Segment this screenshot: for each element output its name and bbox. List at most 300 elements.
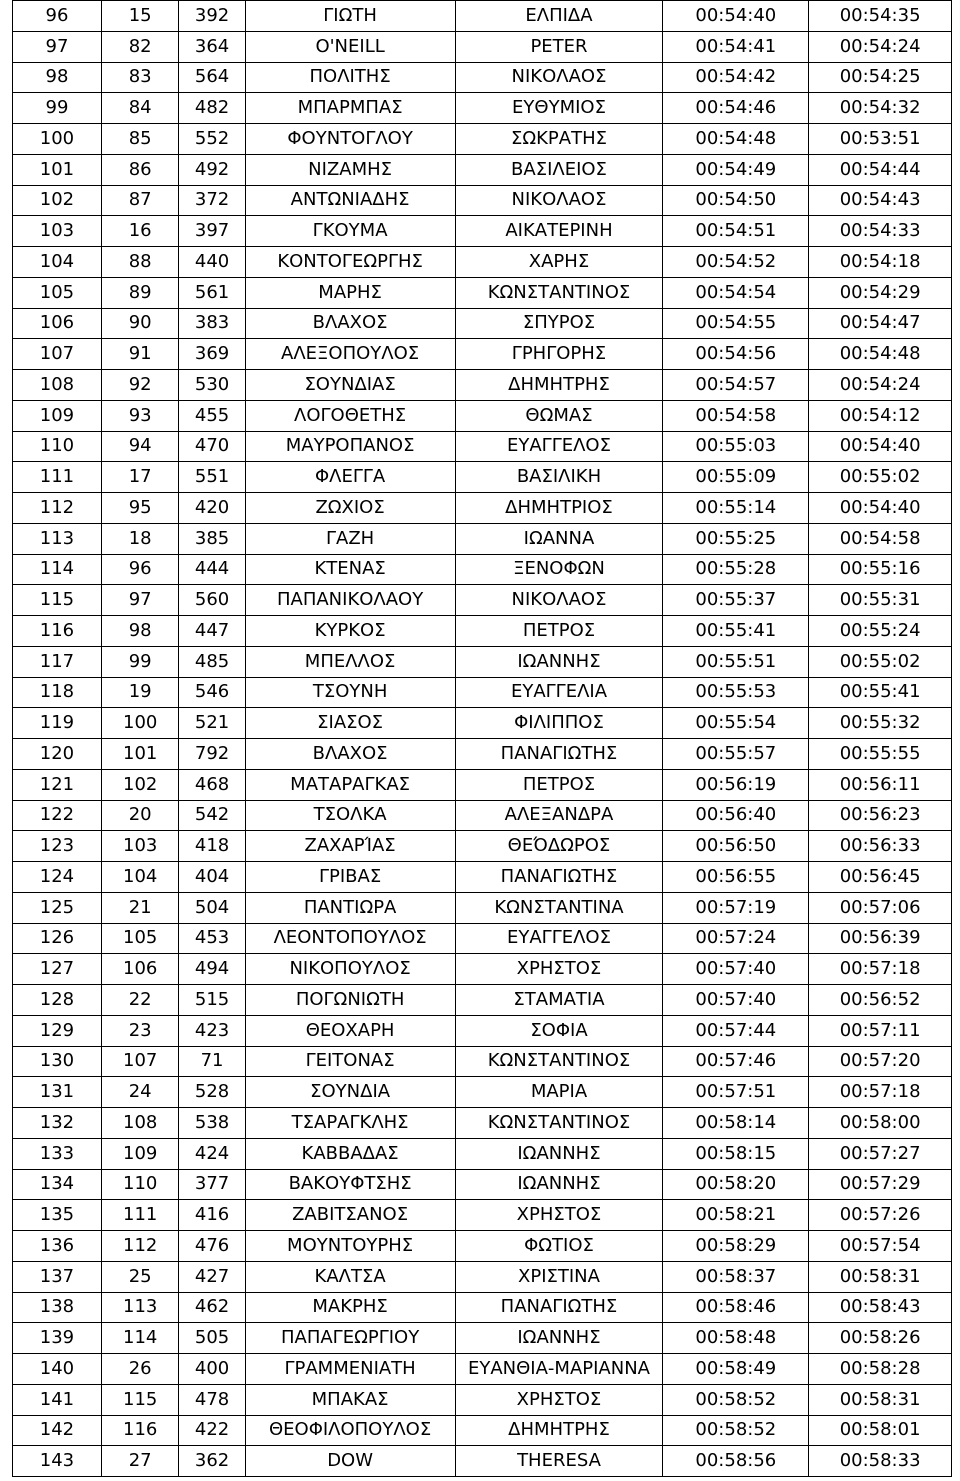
net-time-cell: 00:58:00 xyxy=(809,1108,952,1139)
bib-number-cell: 462 xyxy=(179,1292,245,1323)
first-name-cell: ΧΡΙΣΤΙΝΑ xyxy=(455,1261,663,1292)
table-row xyxy=(13,769,952,800)
surname-cell: ΣΟΥΝΔΙΑ xyxy=(245,1077,455,1108)
first-name-cell: ΙΩΑΝΝΗΣ xyxy=(455,1169,663,1200)
first-name-cell: THERESA xyxy=(455,1446,663,1477)
surname-cell: ΤΣΑΡΑΓΚΛΗΣ xyxy=(245,1108,455,1139)
gun-time-cell: 00:58:37 xyxy=(663,1261,809,1292)
table-row xyxy=(13,1323,952,1354)
table-row xyxy=(13,1200,952,1231)
table-row xyxy=(13,831,952,862)
overall-rank-cell: 124 xyxy=(13,862,102,893)
overall-rank-cell: 99 xyxy=(13,93,102,124)
surname-cell: ΦΟΥΝΤΟΓΛΟΥ xyxy=(245,124,455,155)
category-rank-cell: 27 xyxy=(101,1446,179,1477)
category-rank-cell: 24 xyxy=(101,1077,179,1108)
overall-rank-cell: 140 xyxy=(13,1354,102,1385)
gun-time-cell: 00:54:41 xyxy=(663,31,809,62)
net-time-cell: 00:58:01 xyxy=(809,1415,952,1446)
gun-time-cell: 00:58:52 xyxy=(663,1384,809,1415)
first-name-cell: ΣΟΦΙΑ xyxy=(455,1015,663,1046)
category-rank-cell: 114 xyxy=(101,1323,179,1354)
table-row xyxy=(13,62,952,93)
bib-number-cell: 369 xyxy=(179,339,245,370)
bib-number-cell: 362 xyxy=(179,1446,245,1477)
first-name-cell: ΝΙΚΟΛΑΟΣ xyxy=(455,185,663,216)
category-rank-cell: 115 xyxy=(101,1384,179,1415)
gun-time-cell: 00:57:44 xyxy=(663,1015,809,1046)
category-rank-cell: 23 xyxy=(101,1015,179,1046)
surname-cell: ΚΟΝΤΟΓΕΩΡΓΗΣ xyxy=(245,247,455,278)
gun-time-cell: 00:56:19 xyxy=(663,769,809,800)
category-rank-cell: 100 xyxy=(101,708,179,739)
net-time-cell: 00:54:24 xyxy=(809,370,952,401)
category-rank-cell: 112 xyxy=(101,1231,179,1262)
first-name-cell: ΞΕΝΟΦΩΝ xyxy=(455,554,663,585)
net-time-cell: 00:56:52 xyxy=(809,985,952,1016)
surname-cell: DOW xyxy=(245,1446,455,1477)
category-rank-cell: 111 xyxy=(101,1200,179,1231)
table-row xyxy=(13,1261,952,1292)
surname-cell: ΓΕΙΤΟΝΑΣ xyxy=(245,1046,455,1077)
gun-time-cell: 00:55:54 xyxy=(663,708,809,739)
table-row xyxy=(13,739,952,770)
first-name-cell: ΚΩΝΣΤΑΝΤΙΝΟΣ xyxy=(455,1046,663,1077)
table-row xyxy=(13,1169,952,1200)
first-name-cell: ΕΥΑΓΓΕΛΟΣ xyxy=(455,431,663,462)
table-row xyxy=(13,923,952,954)
category-rank-cell: 101 xyxy=(101,739,179,770)
category-rank-cell: 94 xyxy=(101,431,179,462)
category-rank-cell: 96 xyxy=(101,554,179,585)
net-time-cell: 00:55:16 xyxy=(809,554,952,585)
net-time-cell: 00:55:55 xyxy=(809,739,952,770)
bib-number-cell: 552 xyxy=(179,124,245,155)
category-rank-cell: 110 xyxy=(101,1169,179,1200)
bib-number-cell: 392 xyxy=(179,1,245,32)
category-rank-cell: 19 xyxy=(101,677,179,708)
table-row xyxy=(13,370,952,401)
net-time-cell: 00:54:40 xyxy=(809,493,952,524)
category-rank-cell: 109 xyxy=(101,1138,179,1169)
first-name-cell: ΑΛΕΞΑΝΔΡΑ xyxy=(455,800,663,831)
overall-rank-cell: 132 xyxy=(13,1108,102,1139)
gun-time-cell: 00:57:51 xyxy=(663,1077,809,1108)
surname-cell: ΒΑΚΟΥΦΤΣΗΣ xyxy=(245,1169,455,1200)
first-name-cell: ΠΕΤΡΟΣ xyxy=(455,769,663,800)
overall-rank-cell: 142 xyxy=(13,1415,102,1446)
first-name-cell: ΣΩΚΡΑΤΗΣ xyxy=(455,124,663,155)
table-row xyxy=(13,800,952,831)
category-rank-cell: 106 xyxy=(101,954,179,985)
first-name-cell: ΠΑΝΑΓΙΩΤΗΣ xyxy=(455,1292,663,1323)
overall-rank-cell: 115 xyxy=(13,585,102,616)
bib-number-cell: 561 xyxy=(179,277,245,308)
net-time-cell: 00:54:33 xyxy=(809,216,952,247)
table-row xyxy=(13,1108,952,1139)
category-rank-cell: 95 xyxy=(101,493,179,524)
first-name-cell: ΑΙΚΑΤΕΡΙΝΗ xyxy=(455,216,663,247)
category-rank-cell: 105 xyxy=(101,923,179,954)
net-time-cell: 00:55:02 xyxy=(809,646,952,677)
surname-cell: ΓΡΑΜΜΕΝΙΑΤΗ xyxy=(245,1354,455,1385)
surname-cell: ΛΕΟΝΤΟΠΟΥΛΟΣ xyxy=(245,923,455,954)
gun-time-cell: 00:55:14 xyxy=(663,493,809,524)
surname-cell: ΒΛΑΧΟΣ xyxy=(245,308,455,339)
bib-number-cell: 538 xyxy=(179,1108,245,1139)
category-rank-cell: 26 xyxy=(101,1354,179,1385)
bib-number-cell: 551 xyxy=(179,462,245,493)
overall-rank-cell: 117 xyxy=(13,646,102,677)
net-time-cell: 00:58:43 xyxy=(809,1292,952,1323)
gun-time-cell: 00:57:40 xyxy=(663,954,809,985)
bib-number-cell: 423 xyxy=(179,1015,245,1046)
first-name-cell: ΜΑΡΙΑ xyxy=(455,1077,663,1108)
bib-number-cell: 468 xyxy=(179,769,245,800)
table-row xyxy=(13,523,952,554)
bib-number-cell: 492 xyxy=(179,154,245,185)
table-row xyxy=(13,1354,952,1385)
gun-time-cell: 00:54:49 xyxy=(663,154,809,185)
overall-rank-cell: 112 xyxy=(13,493,102,524)
surname-cell: ΣΟΥΝΔΙΑΣ xyxy=(245,370,455,401)
first-name-cell: ΕΥΑΓΓΕΛΙΑ xyxy=(455,677,663,708)
gun-time-cell: 00:54:51 xyxy=(663,216,809,247)
bib-number-cell: 482 xyxy=(179,93,245,124)
first-name-cell: ΦΙΛΙΠΠΟΣ xyxy=(455,708,663,739)
overall-rank-cell: 101 xyxy=(13,154,102,185)
surname-cell: ΜΑΥΡΟΠΑΝΟΣ xyxy=(245,431,455,462)
surname-cell: ΦΛΕΓΓΑ xyxy=(245,462,455,493)
table-row xyxy=(13,1,952,32)
bib-number-cell: 485 xyxy=(179,646,245,677)
overall-rank-cell: 104 xyxy=(13,247,102,278)
category-rank-cell: 17 xyxy=(101,462,179,493)
surname-cell: ΝΙΖΑΜΗΣ xyxy=(245,154,455,185)
category-rank-cell: 88 xyxy=(101,247,179,278)
table-row xyxy=(13,247,952,278)
table-row xyxy=(13,1384,952,1415)
net-time-cell: 00:54:24 xyxy=(809,31,952,62)
first-name-cell: ΘΩΜΑΣ xyxy=(455,400,663,431)
gun-time-cell: 00:57:19 xyxy=(663,892,809,923)
category-rank-cell: 99 xyxy=(101,646,179,677)
first-name-cell: ΔΗΜΗΤΡΗΣ xyxy=(455,1415,663,1446)
surname-cell: ΠΑΝΤΙΩΡΑ xyxy=(245,892,455,923)
overall-rank-cell: 108 xyxy=(13,370,102,401)
first-name-cell: ΙΩΑΝΝΑ xyxy=(455,523,663,554)
overall-rank-cell: 110 xyxy=(13,431,102,462)
net-time-cell: 00:57:11 xyxy=(809,1015,952,1046)
category-rank-cell: 84 xyxy=(101,93,179,124)
gun-time-cell: 00:58:15 xyxy=(663,1138,809,1169)
table-row xyxy=(13,892,952,923)
surname-cell: ΣΙΑΣΟΣ xyxy=(245,708,455,739)
gun-time-cell: 00:54:46 xyxy=(663,93,809,124)
category-rank-cell: 89 xyxy=(101,277,179,308)
table-row xyxy=(13,954,952,985)
gun-time-cell: 00:56:50 xyxy=(663,831,809,862)
category-rank-cell: 21 xyxy=(101,892,179,923)
net-time-cell: 00:54:43 xyxy=(809,185,952,216)
surname-cell: ΑΝΤΩΝΙΑΔΗΣ xyxy=(245,185,455,216)
table-row xyxy=(13,31,952,62)
table-row xyxy=(13,431,952,462)
category-rank-cell: 16 xyxy=(101,216,179,247)
surname-cell: ΠΟΛΙΤΗΣ xyxy=(245,62,455,93)
first-name-cell: ΠΑΝΑΓΙΩΤΗΣ xyxy=(455,739,663,770)
bib-number-cell: 530 xyxy=(179,370,245,401)
category-rank-cell: 113 xyxy=(101,1292,179,1323)
category-rank-cell: 90 xyxy=(101,308,179,339)
first-name-cell: ΔΗΜΗΤΡΙΟΣ xyxy=(455,493,663,524)
net-time-cell: 00:54:25 xyxy=(809,62,952,93)
first-name-cell: ΣΤΑΜΑΤΙΑ xyxy=(455,985,663,1016)
net-time-cell: 00:54:47 xyxy=(809,308,952,339)
gun-time-cell: 00:58:49 xyxy=(663,1354,809,1385)
first-name-cell: ΙΩΑΝΝΗΣ xyxy=(455,646,663,677)
net-time-cell: 00:54:18 xyxy=(809,247,952,278)
surname-cell: ΜΠΑΚΑΣ xyxy=(245,1384,455,1415)
gun-time-cell: 00:55:28 xyxy=(663,554,809,585)
net-time-cell: 00:56:39 xyxy=(809,923,952,954)
bib-number-cell: 470 xyxy=(179,431,245,462)
bib-number-cell: 71 xyxy=(179,1046,245,1077)
bib-number-cell: 528 xyxy=(179,1077,245,1108)
surname-cell: ΖΑΧΑΡΊΑΣ xyxy=(245,831,455,862)
surname-cell: ΑΛΕΞΟΠΟΥΛΟΣ xyxy=(245,339,455,370)
table-row xyxy=(13,154,952,185)
overall-rank-cell: 135 xyxy=(13,1200,102,1231)
net-time-cell: 00:56:11 xyxy=(809,769,952,800)
bib-number-cell: 494 xyxy=(179,954,245,985)
first-name-cell: ΝΙΚΟΛΑΟΣ xyxy=(455,62,663,93)
gun-time-cell: 00:55:57 xyxy=(663,739,809,770)
table-row xyxy=(13,677,952,708)
net-time-cell: 00:54:44 xyxy=(809,154,952,185)
first-name-cell: ΕΛΠΙΔΑ xyxy=(455,1,663,32)
gun-time-cell: 00:55:25 xyxy=(663,523,809,554)
first-name-cell: ΙΩΑΝΝΗΣ xyxy=(455,1323,663,1354)
table-row xyxy=(13,124,952,155)
bib-number-cell: 542 xyxy=(179,800,245,831)
gun-time-cell: 00:54:55 xyxy=(663,308,809,339)
surname-cell: ΠΟΓΩΝΙΩΤΗ xyxy=(245,985,455,1016)
first-name-cell: ΕΥΘΥΜΙΟΣ xyxy=(455,93,663,124)
net-time-cell: 00:55:02 xyxy=(809,462,952,493)
overall-rank-cell: 138 xyxy=(13,1292,102,1323)
overall-rank-cell: 134 xyxy=(13,1169,102,1200)
net-time-cell: 00:58:33 xyxy=(809,1446,952,1477)
category-rank-cell: 104 xyxy=(101,862,179,893)
gun-time-cell: 00:54:54 xyxy=(663,277,809,308)
bib-number-cell: 364 xyxy=(179,31,245,62)
first-name-cell: ΣΠΥΡΟΣ xyxy=(455,308,663,339)
category-rank-cell: 20 xyxy=(101,800,179,831)
category-rank-cell: 83 xyxy=(101,62,179,93)
category-rank-cell: 87 xyxy=(101,185,179,216)
overall-rank-cell: 106 xyxy=(13,308,102,339)
surname-cell: ΚΥΡΚΟΣ xyxy=(245,616,455,647)
overall-rank-cell: 136 xyxy=(13,1231,102,1262)
gun-time-cell: 00:55:09 xyxy=(663,462,809,493)
bib-number-cell: 476 xyxy=(179,1231,245,1262)
bib-number-cell: 372 xyxy=(179,185,245,216)
table-row xyxy=(13,493,952,524)
surname-cell: ΤΣΟΥΝΗ xyxy=(245,677,455,708)
overall-rank-cell: 107 xyxy=(13,339,102,370)
bib-number-cell: 504 xyxy=(179,892,245,923)
category-rank-cell: 15 xyxy=(101,1,179,32)
overall-rank-cell: 122 xyxy=(13,800,102,831)
table-row xyxy=(13,554,952,585)
overall-rank-cell: 103 xyxy=(13,216,102,247)
surname-cell: ΜΠΑΡΜΠΑΣ xyxy=(245,93,455,124)
first-name-cell: ΓΡΗΓΟΡΗΣ xyxy=(455,339,663,370)
surname-cell: ΜΟΥΝΤΟΥΡΗΣ xyxy=(245,1231,455,1262)
table-row xyxy=(13,1138,952,1169)
category-rank-cell: 108 xyxy=(101,1108,179,1139)
net-time-cell: 00:57:29 xyxy=(809,1169,952,1200)
net-time-cell: 00:57:06 xyxy=(809,892,952,923)
category-rank-cell: 103 xyxy=(101,831,179,862)
surname-cell: ΓΙΩΤΗ xyxy=(245,1,455,32)
table-row xyxy=(13,1446,952,1477)
first-name-cell: ΧΡΗΣΤΟΣ xyxy=(455,954,663,985)
overall-rank-cell: 97 xyxy=(13,31,102,62)
overall-rank-cell: 139 xyxy=(13,1323,102,1354)
net-time-cell: 00:54:12 xyxy=(809,400,952,431)
net-time-cell: 00:58:31 xyxy=(809,1261,952,1292)
gun-time-cell: 00:55:37 xyxy=(663,585,809,616)
bib-number-cell: 440 xyxy=(179,247,245,278)
bib-number-cell: 416 xyxy=(179,1200,245,1231)
first-name-cell: ΘΕΌΔΩΡΟΣ xyxy=(455,831,663,862)
first-name-cell: ΔΗΜΗΤΡΗΣ xyxy=(455,370,663,401)
bib-number-cell: 420 xyxy=(179,493,245,524)
gun-time-cell: 00:55:51 xyxy=(663,646,809,677)
overall-rank-cell: 114 xyxy=(13,554,102,585)
gun-time-cell: 00:54:56 xyxy=(663,339,809,370)
net-time-cell: 00:57:27 xyxy=(809,1138,952,1169)
table-row xyxy=(13,1415,952,1446)
gun-time-cell: 00:58:46 xyxy=(663,1292,809,1323)
bib-number-cell: 560 xyxy=(179,585,245,616)
first-name-cell: ΒΑΣΙΛΕΙΟΣ xyxy=(455,154,663,185)
overall-rank-cell: 128 xyxy=(13,985,102,1016)
net-time-cell: 00:57:20 xyxy=(809,1046,952,1077)
bib-number-cell: 455 xyxy=(179,400,245,431)
table-row xyxy=(13,646,952,677)
table-row xyxy=(13,1077,952,1108)
overall-rank-cell: 121 xyxy=(13,769,102,800)
net-time-cell: 00:53:51 xyxy=(809,124,952,155)
net-time-cell: 00:56:45 xyxy=(809,862,952,893)
gun-time-cell: 00:58:52 xyxy=(663,1415,809,1446)
table-row xyxy=(13,185,952,216)
table-row xyxy=(13,1231,952,1262)
table-row xyxy=(13,462,952,493)
first-name-cell: ΚΩΝΣΤΑΝΤΙΝΟΣ xyxy=(455,1108,663,1139)
gun-time-cell: 00:55:53 xyxy=(663,677,809,708)
net-time-cell: 00:54:35 xyxy=(809,1,952,32)
surname-cell: ΓΑΖΗ xyxy=(245,523,455,554)
net-time-cell: 00:58:26 xyxy=(809,1323,952,1354)
category-rank-cell: 85 xyxy=(101,124,179,155)
table-row xyxy=(13,585,952,616)
net-time-cell: 00:57:18 xyxy=(809,1077,952,1108)
net-time-cell: 00:55:31 xyxy=(809,585,952,616)
net-time-cell: 00:56:23 xyxy=(809,800,952,831)
net-time-cell: 00:57:26 xyxy=(809,1200,952,1231)
overall-rank-cell: 123 xyxy=(13,831,102,862)
bib-number-cell: 521 xyxy=(179,708,245,739)
table-row xyxy=(13,1046,952,1077)
gun-time-cell: 00:57:40 xyxy=(663,985,809,1016)
gun-time-cell: 00:58:14 xyxy=(663,1108,809,1139)
gun-time-cell: 00:57:24 xyxy=(663,923,809,954)
surname-cell: ΜΠΕΛΛΟΣ xyxy=(245,646,455,677)
surname-cell: ΘΕΟΦΙΛΟΠΟΥΛΟΣ xyxy=(245,1415,455,1446)
category-rank-cell: 91 xyxy=(101,339,179,370)
overall-rank-cell: 137 xyxy=(13,1261,102,1292)
overall-rank-cell: 143 xyxy=(13,1446,102,1477)
net-time-cell: 00:54:40 xyxy=(809,431,952,462)
table-row xyxy=(13,616,952,647)
bib-number-cell: 418 xyxy=(179,831,245,862)
net-time-cell: 00:54:48 xyxy=(809,339,952,370)
gun-time-cell: 00:56:55 xyxy=(663,862,809,893)
overall-rank-cell: 133 xyxy=(13,1138,102,1169)
surname-cell: ΖΩΧΙΟΣ xyxy=(245,493,455,524)
overall-rank-cell: 119 xyxy=(13,708,102,739)
category-rank-cell: 22 xyxy=(101,985,179,1016)
first-name-cell: ΦΩΤΙΟΣ xyxy=(455,1231,663,1262)
surname-cell: ΜΑΤΑΡΑΓΚΑΣ xyxy=(245,769,455,800)
bib-number-cell: 400 xyxy=(179,1354,245,1385)
overall-rank-cell: 111 xyxy=(13,462,102,493)
bib-number-cell: 422 xyxy=(179,1415,245,1446)
surname-cell: ΓΚΟΥΜΑ xyxy=(245,216,455,247)
gun-time-cell: 00:54:52 xyxy=(663,247,809,278)
bib-number-cell: 515 xyxy=(179,985,245,1016)
surname-cell: ΠΑΠΑΓΕΩΡΓΙΟΥ xyxy=(245,1323,455,1354)
results-table xyxy=(12,0,952,1477)
category-rank-cell: 107 xyxy=(101,1046,179,1077)
net-time-cell: 00:54:29 xyxy=(809,277,952,308)
gun-time-cell: 00:54:42 xyxy=(663,62,809,93)
first-name-cell: ΧΡΗΣΤΟΣ xyxy=(455,1384,663,1415)
net-time-cell: 00:56:33 xyxy=(809,831,952,862)
first-name-cell: ΙΩΑΝΝΗΣ xyxy=(455,1138,663,1169)
surname-cell: ΚΤΕΝΑΣ xyxy=(245,554,455,585)
first-name-cell: ΝΙΚΟΛΑΟΣ xyxy=(455,585,663,616)
net-time-cell: 00:58:31 xyxy=(809,1384,952,1415)
net-time-cell: 00:54:32 xyxy=(809,93,952,124)
first-name-cell: ΧΑΡΗΣ xyxy=(455,247,663,278)
category-rank-cell: 116 xyxy=(101,1415,179,1446)
bib-number-cell: 546 xyxy=(179,677,245,708)
net-time-cell: 00:55:41 xyxy=(809,677,952,708)
overall-rank-cell: 102 xyxy=(13,185,102,216)
table-row xyxy=(13,985,952,1016)
first-name-cell: ΚΩΝΣΤΑΝΤΙΝΟΣ xyxy=(455,277,663,308)
overall-rank-cell: 100 xyxy=(13,124,102,155)
gun-time-cell: 00:58:56 xyxy=(663,1446,809,1477)
first-name-cell: ΠΕΤΡΟΣ xyxy=(455,616,663,647)
bib-number-cell: 447 xyxy=(179,616,245,647)
surname-cell: ΜΑΡΗΣ xyxy=(245,277,455,308)
